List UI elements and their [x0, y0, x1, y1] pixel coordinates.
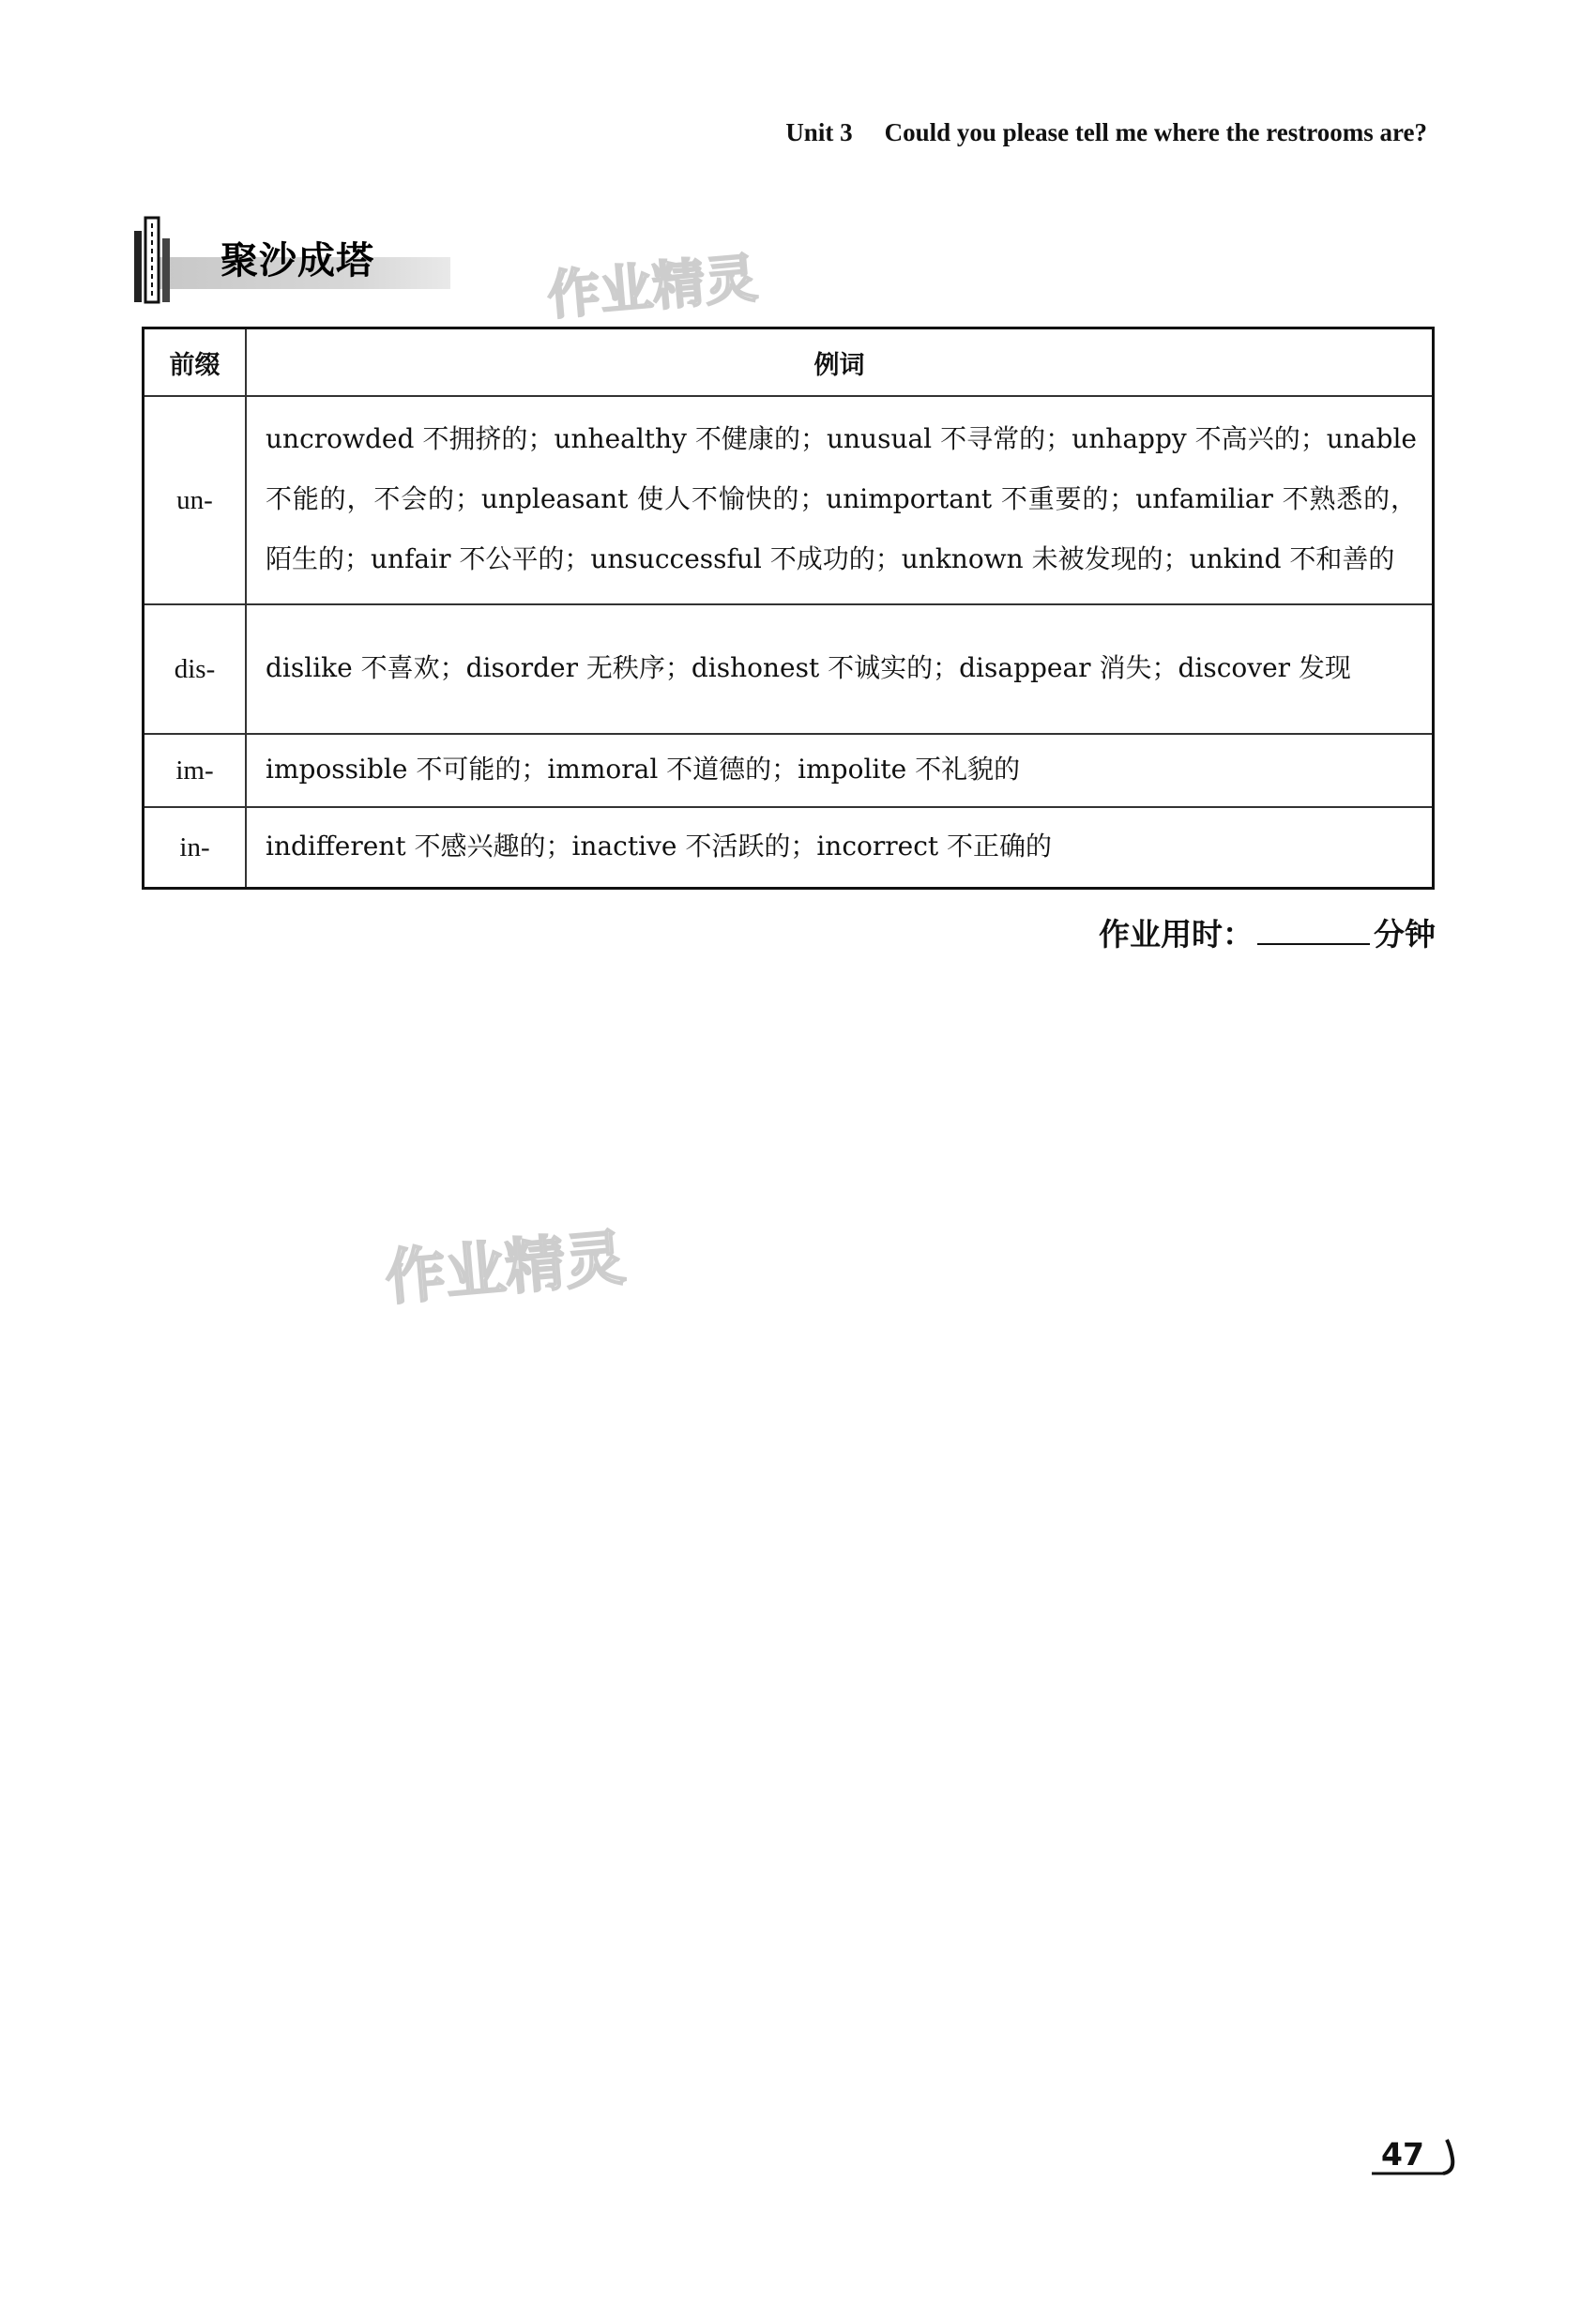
- watermark-middle: 作业精灵: [382, 1223, 629, 1314]
- homework-time-blank[interactable]: [1257, 915, 1370, 945]
- page-number-text: 47: [1381, 2136, 1424, 2173]
- prefix-table: [142, 327, 1435, 890]
- homework-time: [1099, 910, 1436, 954]
- unit-label: Unit 3: [785, 118, 853, 146]
- section-banner: [134, 214, 450, 304]
- banner-bars-icon: [134, 214, 174, 304]
- watermark-top: 作业精灵: [544, 248, 760, 328]
- table-row: [144, 604, 1434, 734]
- example-words-cell: indifferent 不感兴趣的；inactive 不活跃的；incorrect 不正确的: [246, 807, 1434, 889]
- example-words-cell: uncrowded 不拥挤的；unhealthy 不健康的；unusual 不寻常的；unhappy 不高兴的；unable 不能的，不会的；unpleasant 使人不愉快的；unimportant 不重要的；unfamiliar 不熟悉的，陌生的；unfair 不公平的；unsuccessful 不成功的；unknown 未被发现的；unkind 不和善的: [246, 396, 1434, 604]
- unit-title: Could you please tell me where the restrooms are?: [884, 118, 1427, 146]
- table-row: [144, 734, 1434, 807]
- prefix-cell: in-: [144, 807, 247, 889]
- homework-time-label: 作业用时：: [1099, 916, 1254, 953]
- page-number: [1368, 2136, 1458, 2175]
- table-header-row: [144, 328, 1434, 397]
- prefix-cell: un-: [144, 396, 247, 604]
- section-title: 聚沙成塔: [220, 239, 374, 282]
- header-examples: 例词: [246, 328, 1434, 397]
- example-words-cell: dislike 不喜欢；disorder 无秩序；dishonest 不诚实的；disappear 消失；discover 发现: [246, 604, 1434, 734]
- homework-time-unit: 分钟: [1374, 916, 1436, 953]
- table-row: [144, 807, 1434, 889]
- running-header: [785, 118, 1427, 147]
- table-row: [144, 396, 1434, 604]
- header-prefix: 前缀: [144, 328, 247, 397]
- example-words-cell: impossible 不可能的；immoral 不道德的；impolite 不礼貌的: [246, 734, 1434, 807]
- prefix-cell: dis-: [144, 604, 247, 734]
- prefix-cell: im-: [144, 734, 247, 807]
